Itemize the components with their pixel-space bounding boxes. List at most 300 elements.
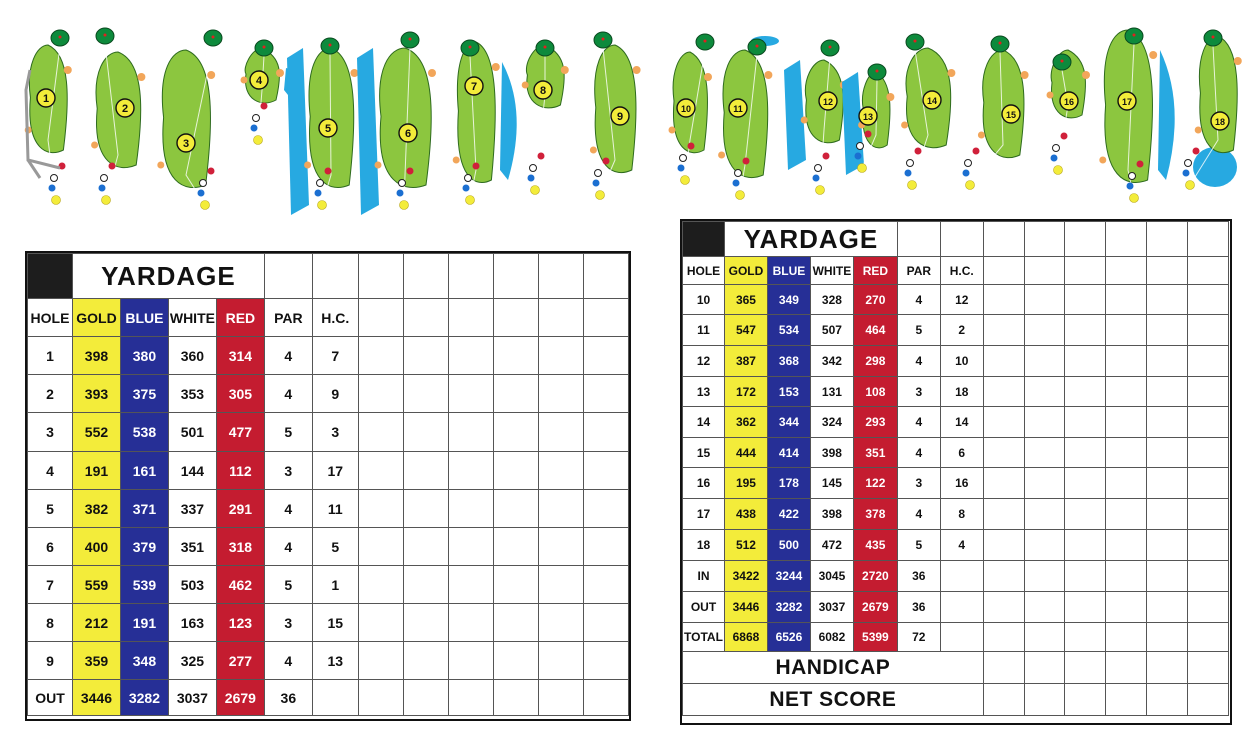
score-cell[interactable] — [448, 604, 493, 642]
score-cell[interactable] — [1106, 315, 1147, 346]
flag-icon — [469, 46, 472, 49]
white-cell: 507 — [810, 315, 853, 346]
score-cell[interactable] — [983, 346, 1024, 377]
header-blue: BLUE — [767, 257, 810, 285]
red-tee-icon — [325, 168, 332, 175]
fairway-icon — [162, 50, 210, 188]
score-cell[interactable] — [358, 375, 403, 413]
score-cell[interactable] — [538, 254, 583, 299]
score-cell[interactable] — [584, 337, 629, 375]
score-cell[interactable] — [1147, 592, 1188, 623]
score-cell[interactable] — [983, 592, 1024, 623]
score-cell[interactable] — [584, 680, 629, 716]
hole-cell: 11 — [683, 315, 725, 346]
score-cell[interactable] — [1024, 222, 1065, 257]
red-cell: 108 — [853, 377, 897, 407]
header-par: PAR — [897, 257, 940, 285]
blue-cell: 3244 — [767, 561, 810, 592]
score-cell[interactable] — [1065, 530, 1106, 561]
score-cell[interactable] — [1188, 346, 1229, 377]
white-cell: 325 — [168, 642, 216, 680]
gold-tee-icon — [400, 201, 409, 210]
bunker-icon — [1021, 71, 1029, 79]
score-cell[interactable] — [358, 490, 403, 528]
table-row — [683, 623, 1229, 652]
score-cell[interactable] — [983, 652, 1024, 684]
score-cell[interactable] — [403, 566, 448, 604]
score-cell[interactable] — [403, 299, 448, 337]
score-cell[interactable] — [538, 528, 583, 566]
score-cell[interactable] — [448, 299, 493, 337]
white-tee-icon — [51, 175, 58, 182]
score-cell[interactable] — [493, 337, 538, 375]
bunker-icon — [375, 162, 382, 169]
score-cell[interactable] — [983, 561, 1024, 592]
score-cell[interactable] — [1188, 530, 1229, 561]
score-cell[interactable] — [538, 566, 583, 604]
hole-11-layout — [718, 36, 779, 200]
par-cell: 4 — [264, 490, 312, 528]
score-cell[interactable] — [448, 254, 493, 299]
blue-tee-icon — [397, 190, 404, 197]
score-cell[interactable] — [1024, 468, 1065, 499]
hole-number-label: 4 — [255, 75, 263, 87]
score-cell[interactable] — [1065, 561, 1106, 592]
bunker-icon — [764, 71, 772, 79]
gold-cell: 552 — [72, 413, 120, 452]
score-cell[interactable] — [358, 642, 403, 680]
white-cell: 472 — [810, 530, 853, 561]
bunker-icon — [137, 73, 145, 81]
score-cell[interactable] — [1188, 652, 1229, 684]
hole-2-layout — [91, 28, 145, 205]
par-cell: 36 — [897, 592, 940, 623]
score-cell[interactable] — [1065, 468, 1106, 499]
gold-cell: 212 — [72, 604, 120, 642]
par-cell: 3 — [264, 604, 312, 642]
hole-number-label: 10 — [680, 104, 692, 114]
water-hazard-icon — [784, 60, 806, 170]
score-cell[interactable] — [584, 490, 629, 528]
score-cell[interactable] — [403, 254, 448, 299]
water-hazard-icon — [500, 62, 517, 180]
score-cell[interactable] — [448, 642, 493, 680]
score-cell[interactable] — [983, 315, 1024, 346]
score-cell[interactable] — [538, 299, 583, 337]
score-cell[interactable] — [403, 337, 448, 375]
score-cell[interactable] — [1147, 315, 1188, 346]
red-cell: 462 — [216, 566, 264, 604]
score-cell[interactable] — [358, 413, 403, 452]
score-cell[interactable] — [1188, 592, 1229, 623]
par-cell: 4 — [897, 438, 940, 468]
score-cell[interactable] — [493, 413, 538, 452]
blue-cell: 500 — [767, 530, 810, 561]
header-blue: BLUE — [120, 299, 168, 337]
score-cell[interactable] — [1024, 407, 1065, 438]
score-cell[interactable] — [538, 413, 583, 452]
par-cell: 5 — [264, 566, 312, 604]
score-cell[interactable] — [1188, 438, 1229, 468]
hole-cell: TOTAL — [683, 623, 725, 652]
score-cell[interactable] — [584, 566, 629, 604]
score-cell[interactable] — [983, 407, 1024, 438]
score-cell[interactable] — [983, 530, 1024, 561]
score-cell[interactable] — [1065, 652, 1106, 684]
header-hc: H.C. — [940, 257, 983, 285]
score-cell[interactable] — [1106, 257, 1147, 285]
score-cell[interactable] — [1065, 285, 1106, 315]
hole-number-label: 7 — [470, 81, 478, 93]
score-cell[interactable] — [1024, 285, 1065, 315]
red-cell: 435 — [853, 530, 897, 561]
red-cell: 2720 — [853, 561, 897, 592]
score-cell[interactable] — [1147, 561, 1188, 592]
score-cell[interactable] — [448, 490, 493, 528]
flag-icon — [104, 34, 107, 37]
score-cell[interactable] — [1147, 407, 1188, 438]
score-cell[interactable] — [358, 566, 403, 604]
score-cell[interactable] — [358, 337, 403, 375]
score-cell[interactable] — [493, 680, 538, 716]
handicap-row — [683, 652, 1229, 684]
score-cell[interactable] — [493, 254, 538, 299]
score-cell[interactable] — [1024, 346, 1065, 377]
bunker-icon — [1195, 127, 1202, 134]
score-cell[interactable] — [358, 528, 403, 566]
score-cell[interactable] — [1188, 315, 1229, 346]
blue-cell: 534 — [767, 315, 810, 346]
score-cell[interactable] — [1024, 315, 1065, 346]
par-cell: 4 — [264, 337, 312, 375]
blue-tee-icon — [678, 165, 685, 172]
score-cell[interactable] — [983, 257, 1024, 285]
score-cell[interactable] — [584, 604, 629, 642]
gold-cell: 387 — [724, 346, 767, 377]
score-cell[interactable] — [1106, 468, 1147, 499]
gold-cell: 512 — [724, 530, 767, 561]
hole-cell: 10 — [683, 285, 725, 315]
bunker-icon — [91, 142, 98, 149]
score-cell[interactable] — [584, 254, 629, 299]
score-cell[interactable] — [538, 490, 583, 528]
back-nine-table — [682, 221, 1229, 716]
score-cell[interactable] — [538, 337, 583, 375]
score-cell[interactable] — [403, 375, 448, 413]
score-cell[interactable] — [1024, 652, 1065, 684]
white-cell: 328 — [810, 285, 853, 315]
score-cell[interactable] — [448, 375, 493, 413]
gold-tee-icon — [681, 176, 690, 185]
score-cell[interactable] — [983, 377, 1024, 407]
blue-tee-icon — [528, 175, 535, 182]
score-cell[interactable] — [1188, 222, 1229, 257]
blank-cell — [897, 222, 940, 257]
score-cell[interactable] — [403, 680, 448, 716]
score-cell[interactable] — [1024, 684, 1065, 716]
title-row — [28, 254, 629, 299]
score-cell[interactable] — [983, 499, 1024, 530]
hole-14-layout — [901, 34, 955, 190]
score-cell[interactable] — [983, 623, 1024, 652]
score-cell[interactable] — [493, 299, 538, 337]
score-cell[interactable] — [403, 490, 448, 528]
score-cell[interactable] — [1065, 407, 1106, 438]
score-cell[interactable] — [448, 566, 493, 604]
score-cell[interactable] — [1147, 684, 1188, 716]
score-cell[interactable] — [493, 375, 538, 413]
red-cell: 318 — [216, 528, 264, 566]
score-cell[interactable] — [1024, 438, 1065, 468]
red-cell: 314 — [216, 337, 264, 375]
score-cell[interactable] — [1106, 561, 1147, 592]
score-cell[interactable] — [1188, 377, 1229, 407]
title-row — [683, 222, 1229, 257]
hole-12-layout — [784, 40, 848, 195]
table-row — [28, 452, 629, 490]
score-cell[interactable] — [403, 413, 448, 452]
score-cell[interactable] — [1147, 499, 1188, 530]
blue-tee-icon — [198, 190, 205, 197]
score-cell[interactable] — [1188, 499, 1229, 530]
white-tee-icon — [1185, 160, 1192, 167]
score-cell[interactable] — [358, 254, 403, 299]
score-cell[interactable] — [1106, 285, 1147, 315]
score-cell[interactable] — [1106, 222, 1147, 257]
bunker-icon — [633, 66, 641, 74]
score-cell[interactable] — [1188, 623, 1229, 652]
header-row — [28, 299, 629, 337]
blue-cell: 161 — [120, 452, 168, 490]
hc-cell: 8 — [940, 499, 983, 530]
score-cell[interactable] — [1065, 257, 1106, 285]
blue-cell: 3282 — [767, 592, 810, 623]
score-cell[interactable] — [1106, 499, 1147, 530]
score-cell[interactable] — [1188, 561, 1229, 592]
score-cell[interactable] — [1106, 592, 1147, 623]
header-gold: GOLD — [724, 257, 767, 285]
score-cell[interactable] — [493, 604, 538, 642]
hole-15-layout — [963, 36, 1029, 190]
score-cell[interactable] — [448, 452, 493, 490]
score-cell[interactable] — [403, 452, 448, 490]
blue-tee-icon — [963, 170, 970, 177]
gold-cell: 3446 — [72, 680, 120, 716]
gold-tee-icon — [1054, 166, 1063, 175]
score-cell[interactable] — [448, 680, 493, 716]
score-cell[interactable] — [538, 604, 583, 642]
score-cell[interactable] — [1065, 377, 1106, 407]
score-cell[interactable] — [448, 413, 493, 452]
score-cell[interactable] — [1106, 684, 1147, 716]
score-cell[interactable] — [358, 604, 403, 642]
score-cell[interactable] — [448, 528, 493, 566]
par-cell: 5 — [897, 530, 940, 561]
score-cell[interactable] — [1147, 285, 1188, 315]
flag-icon — [409, 38, 412, 41]
score-cell[interactable] — [1106, 438, 1147, 468]
score-cell[interactable] — [1147, 438, 1188, 468]
score-cell[interactable] — [358, 452, 403, 490]
score-cell[interactable] — [1065, 499, 1106, 530]
gold-tee-icon — [466, 196, 475, 205]
score-cell[interactable] — [1065, 684, 1106, 716]
white-tee-icon — [907, 160, 914, 167]
score-cell[interactable] — [493, 528, 538, 566]
fairway-icon — [457, 42, 495, 183]
red-tee-icon — [865, 131, 872, 138]
score-cell[interactable] — [1147, 222, 1188, 257]
score-cell[interactable] — [1024, 257, 1065, 285]
red-tee-icon — [743, 158, 750, 165]
white-cell: 398 — [810, 438, 853, 468]
score-cell[interactable] — [1065, 438, 1106, 468]
hole-number-label: 2 — [121, 103, 129, 115]
score-cell[interactable] — [493, 642, 538, 680]
score-cell[interactable] — [1024, 499, 1065, 530]
score-cell[interactable] — [493, 452, 538, 490]
gold-cell: 191 — [72, 452, 120, 490]
score-cell[interactable] — [1106, 377, 1147, 407]
score-cell[interactable] — [1106, 407, 1147, 438]
score-cell[interactable] — [448, 337, 493, 375]
score-cell[interactable] — [584, 642, 629, 680]
score-cell[interactable] — [983, 684, 1024, 716]
score-cell[interactable] — [1106, 346, 1147, 377]
hole-18-layout — [1183, 30, 1242, 190]
hc-cell: 4 — [940, 530, 983, 561]
score-cell[interactable] — [1147, 652, 1188, 684]
score-cell[interactable] — [1188, 407, 1229, 438]
header-white: WHITE — [810, 257, 853, 285]
score-cell[interactable] — [358, 299, 403, 337]
blue-tee-icon — [49, 185, 56, 192]
white-tee-icon — [857, 143, 864, 150]
score-cell[interactable] — [1065, 315, 1106, 346]
score-cell[interactable] — [1147, 468, 1188, 499]
bunker-icon — [64, 66, 72, 74]
score-cell[interactable] — [1024, 377, 1065, 407]
score-cell[interactable] — [1147, 623, 1188, 652]
hc-cell: 15 — [312, 604, 358, 642]
red-tee-icon — [1061, 133, 1068, 140]
blue-cell: 6526 — [767, 623, 810, 652]
flag-icon — [212, 36, 215, 39]
score-cell[interactable] — [358, 680, 403, 716]
score-cell[interactable] — [1106, 623, 1147, 652]
score-cell[interactable] — [584, 413, 629, 452]
score-cell[interactable] — [1065, 346, 1106, 377]
score-cell[interactable] — [1024, 592, 1065, 623]
score-cell[interactable] — [493, 490, 538, 528]
score-cell[interactable] — [1188, 257, 1229, 285]
header-red: RED — [216, 299, 264, 337]
hole-number-label: 16 — [1063, 97, 1075, 107]
hc-cell — [940, 592, 983, 623]
red-cell: 477 — [216, 413, 264, 452]
hole-number-label: 12 — [822, 97, 834, 107]
blue-cell: 178 — [767, 468, 810, 499]
table-row — [683, 315, 1229, 346]
score-cell[interactable] — [1024, 561, 1065, 592]
white-cell: 131 — [810, 377, 853, 407]
score-cell[interactable] — [1106, 652, 1147, 684]
score-cell[interactable] — [403, 642, 448, 680]
score-cell[interactable] — [493, 566, 538, 604]
score-cell[interactable] — [584, 452, 629, 490]
hole-number-label: 1 — [42, 93, 50, 105]
flag-icon — [544, 46, 547, 49]
score-cell[interactable] — [1024, 530, 1065, 561]
hc-cell: 7 — [312, 337, 358, 375]
white-cell: 398 — [810, 499, 853, 530]
score-cell[interactable] — [1106, 530, 1147, 561]
bunker-icon — [157, 162, 164, 169]
red-cell: 298 — [853, 346, 897, 377]
hole-cell: 16 — [683, 468, 725, 499]
score-cell[interactable] — [1188, 684, 1229, 716]
red-cell: 5399 — [853, 623, 897, 652]
score-cell[interactable] — [584, 299, 629, 337]
score-cell[interactable] — [538, 375, 583, 413]
red-tee-icon — [973, 148, 980, 155]
score-cell[interactable] — [983, 285, 1024, 315]
score-cell[interactable] — [1147, 257, 1188, 285]
blue-tee-icon — [593, 180, 600, 187]
score-cell[interactable] — [403, 528, 448, 566]
gold-cell: 3446 — [724, 592, 767, 623]
table-row — [683, 377, 1229, 407]
blue-tee-icon — [99, 185, 106, 192]
score-cell[interactable] — [1024, 623, 1065, 652]
score-cell[interactable] — [1147, 377, 1188, 407]
score-cell[interactable] — [584, 528, 629, 566]
red-cell: 305 — [216, 375, 264, 413]
red-tee-icon — [1193, 148, 1200, 155]
score-cell[interactable] — [403, 604, 448, 642]
red-cell: 2679 — [216, 680, 264, 716]
score-cell[interactable] — [538, 452, 583, 490]
score-cell[interactable] — [538, 642, 583, 680]
score-cell[interactable] — [1147, 530, 1188, 561]
white-cell: 503 — [168, 566, 216, 604]
blue-tee-icon — [1051, 155, 1058, 162]
white-tee-icon — [735, 170, 742, 177]
score-cell[interactable] — [1065, 592, 1106, 623]
par-cell: 4 — [897, 285, 940, 315]
header-hole: HOLE — [28, 299, 73, 337]
white-cell: 351 — [168, 528, 216, 566]
flag-icon — [829, 46, 832, 49]
score-cell[interactable] — [538, 680, 583, 716]
water-hazard-icon — [357, 48, 379, 215]
net-score-label: NET SCORE — [683, 684, 984, 716]
hole-cell: 9 — [28, 642, 73, 680]
score-cell[interactable] — [1188, 468, 1229, 499]
score-cell[interactable] — [1188, 285, 1229, 315]
score-cell[interactable] — [1065, 222, 1106, 257]
score-cell[interactable] — [983, 438, 1024, 468]
par-cell: 4 — [897, 407, 940, 438]
score-cell[interactable] — [1065, 623, 1106, 652]
score-cell[interactable] — [1147, 346, 1188, 377]
score-cell[interactable] — [983, 222, 1024, 257]
hole-16-layout — [1047, 50, 1091, 175]
score-cell[interactable] — [584, 375, 629, 413]
score-cell[interactable] — [983, 468, 1024, 499]
flag-icon — [876, 70, 879, 73]
bunker-icon — [978, 132, 985, 139]
